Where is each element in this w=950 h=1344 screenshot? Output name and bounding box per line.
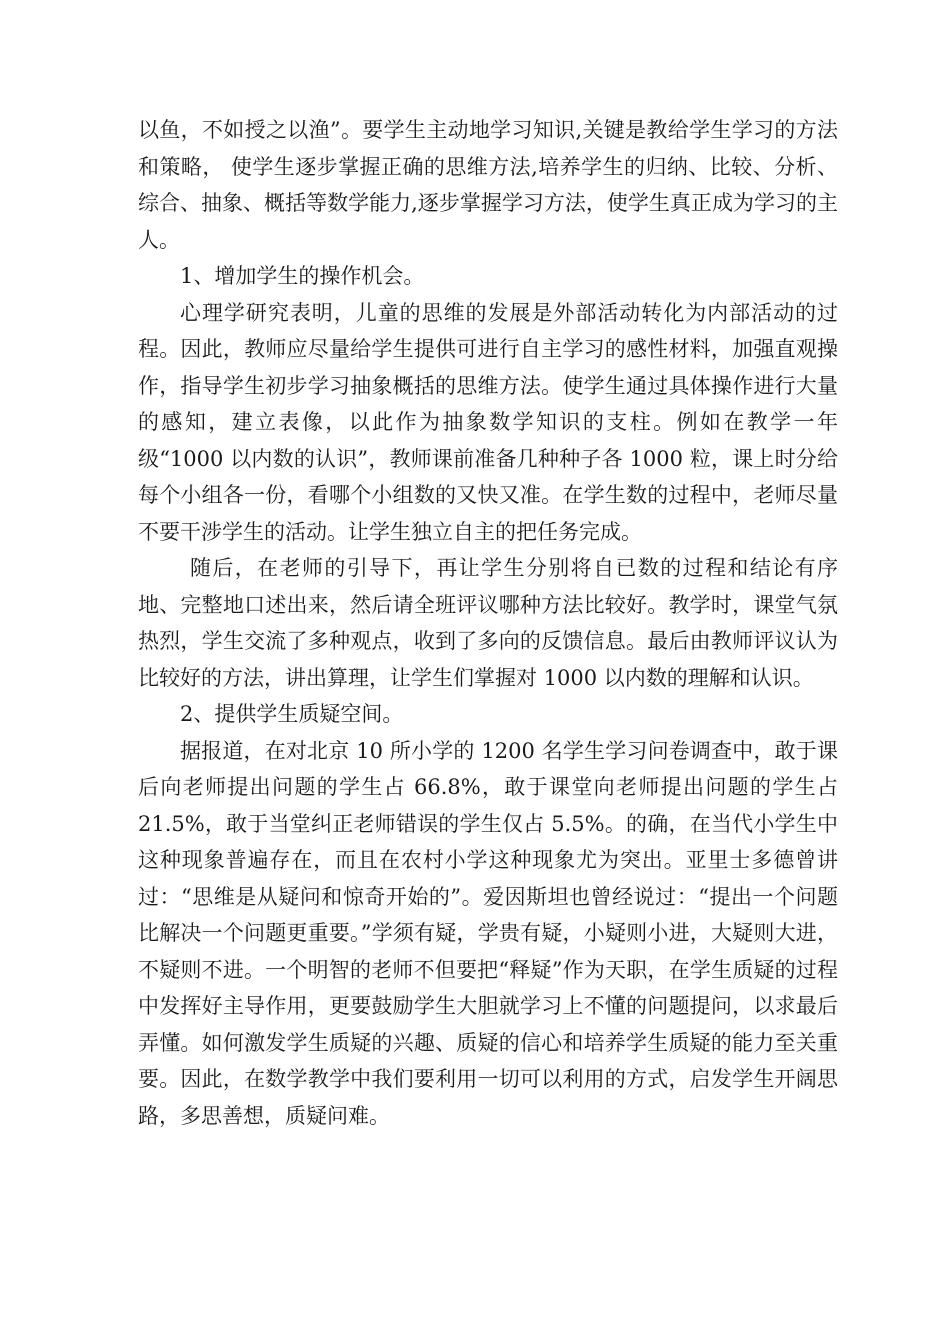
section-heading-1: 1、增加学生的操作机会。 xyxy=(180,264,425,288)
paragraph-questioning: 据报道，在对北京 10 所小学的 1200 名学生学习问卷调查中，敢于课后向老师提出问题的学生占 66.8%，敢于课堂向老师提出问题的学生占 21.5%，敢于当堂纠正老师错误的学生仅占 5.5%。的确，在当代小学生中这种现象普遍存在，而且在农村小学这种现象尤为突出。亚里士多德曾讲过：“思维是从疑问和惊奇开始的”。爱因斯坦也曾经说过：“提出一个问题比解决一个问题更重要。”学须有疑，学贵有疑，小疑则小进，大疑则大进，不疑则不进。一个明智的老师不但要把“释疑”作为天职，在学生质疑的过程中发挥好主导作用，更要鼓励学生大胆就学习上不懂的问题提问，以求最后弄懂。如何激发学生质疑的兴趣、质疑的信心和培养学生质疑的能力至关重要。因此，在数学教学中我们要利用一切可以利用的方式，启发学生开阔思路，多思善想，质疑问难。 xyxy=(138,738,838,1128)
paragraph-followup: 随后，在老师的引导下，再让学生分别将自已数的过程和结论有序地、完整地口述出来，然后请全班评议哪种方法比较好。教学时，课堂气氛热烈，学生交流了多种观点，收到了多向的反馈信息。最后由教师评议认为比较好的方法，讲出算理，让学生们掌握对 1000 以内数的理解和认识。 xyxy=(138,556,838,690)
paragraph-operation: 心理学研究表明，儿童的思维的发展是外部活动转化为内部活动的过程。因此，教师应尽量给学生提供可进行自主学习的感性材料，加强直观操作，指导学生初步学习抽象概括的思维方法。使学生通过具体操作进行大量的感知，建立表像，以此作为抽象数学知识的支柱。例如在教学一年级“1000 以内数的认识”，教师课前准备几种种子各 1000 粒，课上时分给每个小组各一份，看哪个小组数的又快又准。在学生数的过程中，老师尽量不要干涉学生的活动。让学生独立自主的把任务完成。 xyxy=(138,300,838,544)
section-heading-2: 2、提供学生质疑空间。 xyxy=(180,702,404,726)
document-body xyxy=(138,112,838,1134)
paragraph-continuation: 以鱼，不如授之以渔”。要学生主动地学习知识,关键是教给学生学习的方法和策略， 使学生逐步掌握正确的思维方法,培养学生的归纳、比较、分析、综合、抽象、概括等数学能力,逐步掌握学习方法，使学生真正成为学习的主人。 xyxy=(138,118,838,252)
